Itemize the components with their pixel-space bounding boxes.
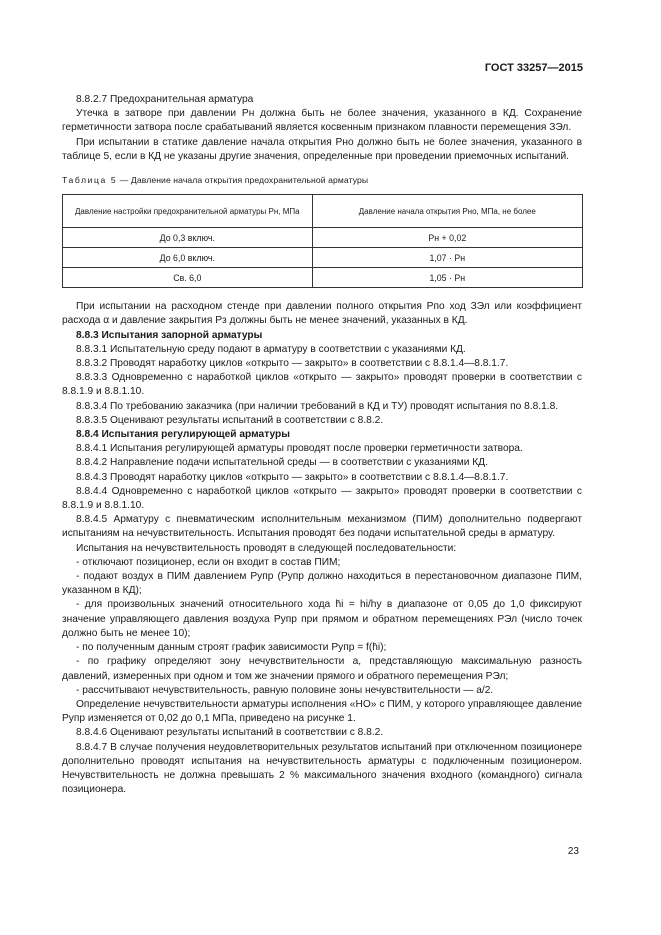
paragraph: Испытания на нечувствительность проводят в следующей последовательности: xyxy=(76,542,457,554)
table-cell: До 6,0 включ. xyxy=(63,248,313,268)
paragraph: 8.8.3.5 Оценивают результаты испытаний в соответствии с 8.8.2. xyxy=(76,414,384,426)
list-item: - по графику определяют зону нечувствительности a, представляющую максимальную разность давлений, измеренных при одном и том же значении прямого и обратного перемещения РЭл; xyxy=(62,656,582,682)
paragraph: 8.8.4.3 Проводят наработку циклов «открыто — закрыто» в соответствии с 8.8.1.4—8.8.1.7. xyxy=(76,471,509,483)
table-cell: 1,07 · Pн xyxy=(312,248,582,268)
table-caption-prefix: Таблица 5 xyxy=(62,175,118,186)
list-item: - отключают позиционер, если он входит в состав ПИМ; xyxy=(76,556,341,568)
paragraph: Утечка в затворе при давлении Pн должна быть не более значения, указанного в КД. Сохранение герметичности затвора после срабатываний является косвенным признаком плавности перемещения ЗЭл. xyxy=(62,108,582,134)
paragraph: 8.8.4.5 Арматуру с пневматическим исполнительным механизмом (ПИМ) дополнительно подвергают испытаниям на нечувствительность. Испытания проводят без подачи испытательной среды в арматуру. xyxy=(62,514,582,540)
section-body xyxy=(62,300,582,797)
section-heading: 8.8.4 Испытания регулирующей арматуры xyxy=(76,429,290,441)
table-header-cell: Давление начала открытия Pно, МПа, не более xyxy=(312,195,582,228)
paragraph: 8.8.3.4 По требованию заказчика (при наличии требований в КД и ТУ) проводят испытания по 8.8.1.8. xyxy=(76,400,559,412)
standard-header: ГОСТ 33257—2015 xyxy=(484,62,583,74)
table-cell: Св. 6,0 xyxy=(63,268,313,288)
table-header-cell: Давление настройки предохранительной арматуры Pн, МПа xyxy=(63,195,313,228)
table-row xyxy=(63,228,583,248)
page-content xyxy=(62,93,582,797)
section-heading: 8.8.3 Испытания запорной арматуры xyxy=(76,329,263,341)
table-caption xyxy=(62,173,582,187)
paragraph: Определение нечувствительности арматуры исполнения «НО» с ПИМ, у которого управляющее давление Pупр изменяется от 0,02 до 0,1 МПа, приведено на рисунке 1. xyxy=(62,698,582,725)
paragraph: 8.8.3.3 Одновременно с наработкой циклов «открыто — закрыто» проводят проверки в соответствии с 8.8.1.9 и 8.8.1.10. xyxy=(62,372,582,398)
list-item: - для произвольных значений относительного хода h̄i = hi/hy в диапазоне от 0,05 до 1,0 фиксируют значение управляющего давления воздуха Pупр при прямом и обратном перемещениях РЭл (число точек должно быть не менее 10); xyxy=(62,599,582,639)
table-row xyxy=(63,248,583,268)
table-cell: До 0,3 включ. xyxy=(63,228,313,248)
table-cell: Pн + 0,02 xyxy=(312,228,582,248)
paragraph: При испытании в статике давление начала открытия Pно должно быть не более значения, указанного в таблице 5, если в КД не указаны другие значения, определенные при проведении приемочных испытаний. xyxy=(62,136,582,162)
paragraph: 8.8.3.1 Испытательную среду подают в арматуру в соответствии с указаниями КД. xyxy=(76,343,466,355)
paragraph: 8.8.4.1 Испытания регулирующей арматуры проводят после проверки герметичности затвора. xyxy=(76,443,523,455)
pressure-table xyxy=(62,194,583,288)
list-item: - подают воздух в ПИМ давлением Pупр (Pупр должно находиться в перестановочном диапазоне ПИМ, указанном в КД); xyxy=(62,571,582,597)
paragraph: 8.8.4.7 В случае получения неудовлетворительных результатов испытаний при отключенном позиционере дополнительно проводят испытания на нечувствительность арматуры с подключенным позиционером. Нечувствительность не должна превышать 2 % максимального значения входного (командного) сигнала позиционера. xyxy=(62,741,582,796)
table-row xyxy=(63,268,583,288)
paragraph: 8.8.2.7 Предохранительная арматура xyxy=(76,94,254,105)
list-item: - по полученным данным строят график зависимости Pупр = f(h̄i); xyxy=(76,642,387,654)
paragraph: 8.8.3.2 Проводят наработку циклов «открыто — закрыто» в соответствии с 8.8.1.4—8.8.1.7. xyxy=(76,358,509,370)
page-number: 23 xyxy=(567,846,579,857)
paragraph: При испытании на расходном стенде при давлении полного открытия Pпо ход ЗЭл или коэффициент расхода α и давление закрытия Pз должны быть не менее значений, указанных в КД. xyxy=(62,301,582,327)
table-caption-text: — Давление начала открытия предохранительной арматуры xyxy=(117,175,369,186)
list-item: - рассчитывают нечувствительность, равную половине зоны нечувствительности — a/2. xyxy=(76,684,494,696)
paragraph: 8.8.4.4 Одновременно с наработкой циклов «открыто — закрыто» проводят проверки в соответствии с 8.8.1.9 и 8.8.1.10. xyxy=(62,485,582,512)
table-cell: 1,05 · Pн xyxy=(312,268,582,288)
paragraph: 8.8.4.6 Оценивают результаты испытаний в соответствии с 8.8.2. xyxy=(76,727,384,739)
table-header-row xyxy=(63,195,583,228)
paragraph: 8.8.4.2 Направление подачи испытательной среды — в соответствии с указаниями КД. xyxy=(76,457,488,469)
